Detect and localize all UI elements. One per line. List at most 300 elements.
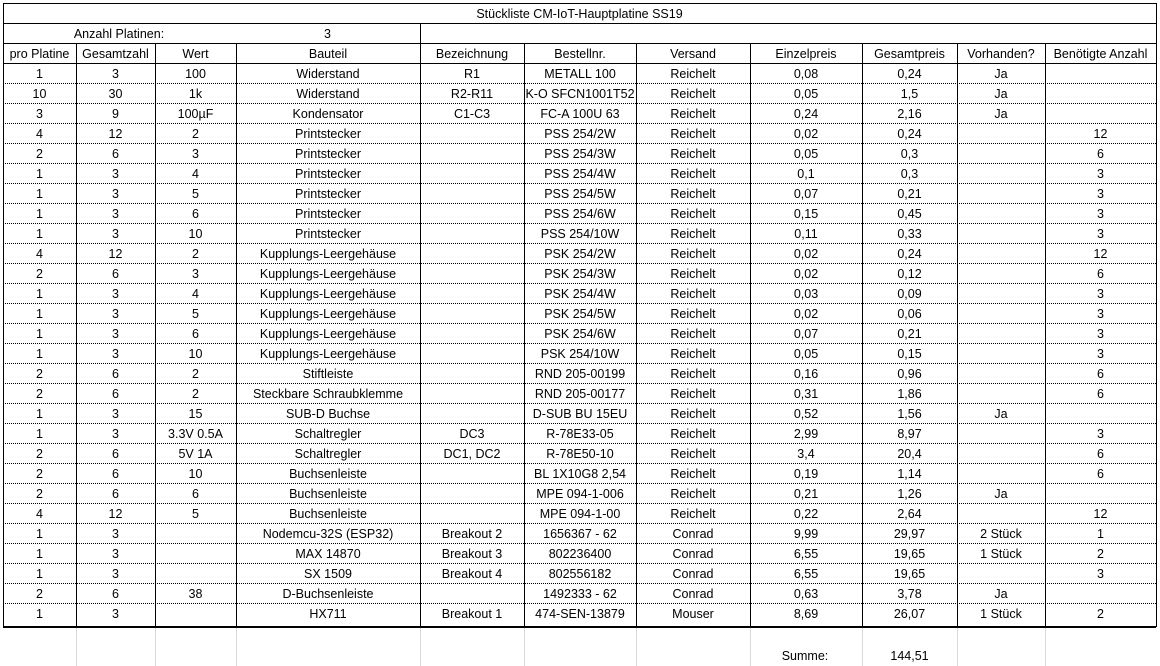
row-divider xyxy=(3,283,1156,284)
cell-bauteil: Printstecker xyxy=(295,187,361,201)
cell-wert: 2 xyxy=(192,387,199,401)
header-gesamtzahl: Gesamtzahl xyxy=(82,47,149,61)
cell-benoetigte-anzahl: 6 xyxy=(1097,147,1104,161)
cell-versand: Conrad xyxy=(672,527,714,541)
cell-gesamtzahl: 12 xyxy=(108,507,123,521)
cell-gesamtzahl: 3 xyxy=(112,67,119,81)
grid-line xyxy=(76,628,77,666)
cell-einzelpreis: 0,22 xyxy=(793,507,819,521)
cell-wert: 5 xyxy=(192,507,199,521)
cell-benoetigte-anzahl xyxy=(1045,584,1156,604)
cell-bauteil: Steckbare Schraubklemme xyxy=(252,387,404,401)
cell-gesamtpreis: 2,64 xyxy=(897,507,922,521)
cell-versand: Reichelt xyxy=(670,447,716,461)
cell-bauteil: Kondensator xyxy=(292,107,364,121)
cell-vorhanden xyxy=(957,364,1045,384)
cell-gesamtzahl: 6 xyxy=(112,147,119,161)
cell-wert: 2 xyxy=(192,367,199,381)
column-divider xyxy=(636,43,637,627)
cell-pro-platine: 1 xyxy=(36,547,43,561)
cell-gesamtzahl: 30 xyxy=(108,87,123,101)
column-divider xyxy=(420,23,421,43)
row-divider xyxy=(3,63,1156,64)
cell-versand: Reichelt xyxy=(670,507,716,521)
row-divider xyxy=(3,183,1156,184)
cell-gesamtzahl: 3 xyxy=(112,207,119,221)
cell-versand: Reichelt xyxy=(670,387,716,401)
cell-bauteil: Widerstand xyxy=(296,67,360,81)
cell-versand: Reichelt xyxy=(670,247,716,261)
cell-bezeichnung: Breakout 4 xyxy=(441,567,503,581)
cell-bestellnr: D-SUB BU 15EU xyxy=(532,407,628,421)
cell-wert: 4 xyxy=(192,167,199,181)
cell-wert: 3.3V 0.5A xyxy=(168,427,223,441)
cell-einzelpreis: 0,24 xyxy=(793,107,819,121)
cell-benoetigte-anzahl: 3 xyxy=(1097,567,1104,581)
header-bezeichnung: Bezeichnung xyxy=(435,47,509,61)
cell-vorhanden: Ja xyxy=(994,587,1008,601)
cell-pro-platine: 4 xyxy=(36,507,43,521)
cell-pro-platine: 2 xyxy=(36,447,43,461)
cell-vorhanden: Ja xyxy=(994,407,1008,421)
cell-benoetigte-anzahl: 3 xyxy=(1097,187,1104,201)
cell-gesamtpreis: 19,65 xyxy=(893,567,926,581)
cell-einzelpreis: 6,55 xyxy=(793,567,819,581)
cell-wert: 10 xyxy=(188,347,203,361)
header-wert: Wert xyxy=(182,47,209,61)
cell-gesamtpreis: 0,3 xyxy=(900,147,919,161)
cell-versand: Reichelt xyxy=(670,267,716,281)
cell-bestellnr: RND 205-00199 xyxy=(534,367,626,381)
cell-gesamtzahl: 3 xyxy=(112,427,119,441)
cell-bezeichnung xyxy=(420,404,524,424)
cell-vorhanden xyxy=(957,264,1045,284)
cell-bezeichnung xyxy=(420,284,524,304)
row-divider xyxy=(3,603,1156,604)
cell-einzelpreis: 0,02 xyxy=(793,127,819,141)
cell-bauteil: Kupplungs-Leergehäuse xyxy=(259,267,397,281)
cell-benoetigte-anzahl: 1 xyxy=(1097,527,1104,541)
row-divider xyxy=(3,343,1156,344)
row-divider xyxy=(3,483,1156,484)
cell-vorhanden xyxy=(957,424,1045,444)
cell-wert: 15 xyxy=(188,407,203,421)
cell-versand: Mouser xyxy=(672,607,714,621)
cell-versand: Reichelt xyxy=(670,227,716,241)
cell-vorhanden xyxy=(957,204,1045,224)
cell-pro-platine: 1 xyxy=(36,67,43,81)
cell-pro-platine: 2 xyxy=(36,367,43,381)
header-pro-platine: pro Platine xyxy=(9,47,70,61)
cell-einzelpreis: 0,08 xyxy=(793,67,819,81)
cell-gesamtpreis: 3,78 xyxy=(897,587,922,601)
cell-gesamtzahl: 6 xyxy=(112,367,119,381)
cell-einzelpreis: 0,52 xyxy=(793,407,819,421)
cell-einzelpreis: 0,02 xyxy=(793,267,819,281)
cell-einzelpreis: 0,03 xyxy=(793,287,819,301)
cell-gesamtzahl: 6 xyxy=(112,467,119,481)
cell-bezeichnung xyxy=(420,464,524,484)
cell-gesamtpreis: 20,4 xyxy=(897,447,922,461)
column-divider xyxy=(155,43,156,627)
cell-bauteil: SUB-D Buchse xyxy=(285,407,371,421)
cell-bestellnr: FC-A 100U 63 xyxy=(540,107,620,121)
cell-vorhanden xyxy=(957,184,1045,204)
cell-bestellnr: 1656367 - 62 xyxy=(543,527,617,541)
cell-versand: Reichelt xyxy=(670,67,716,81)
cell-vorhanden xyxy=(957,244,1045,264)
cell-benoetigte-anzahl: 3 xyxy=(1097,167,1104,181)
board-count-label: Anzahl Platinen: xyxy=(73,27,165,41)
cell-bauteil: Widerstand xyxy=(296,87,360,101)
cell-bestellnr: PSS 254/4W xyxy=(544,167,616,181)
grid-line xyxy=(524,628,525,666)
cell-bestellnr: PSS 254/10W xyxy=(540,227,620,241)
cell-bestellnr: MPE 094-1-00 xyxy=(539,507,621,521)
cell-bauteil: Kupplungs-Leergehäuse xyxy=(259,307,397,321)
header-bestellnr: Bestellnr. xyxy=(554,47,606,61)
cell-einzelpreis: 0,05 xyxy=(793,347,819,361)
row-divider xyxy=(3,103,1156,104)
cell-bauteil: Schaltregler xyxy=(294,427,362,441)
cell-pro-platine: 1 xyxy=(36,347,43,361)
cell-wert: 100 xyxy=(185,67,206,81)
cell-gesamtzahl: 3 xyxy=(112,347,119,361)
cell-vorhanden: Ja xyxy=(994,107,1008,121)
cell-gesamtpreis: 0,24 xyxy=(897,67,922,81)
cell-pro-platine: 2 xyxy=(36,147,43,161)
cell-gesamtzahl: 6 xyxy=(112,447,119,461)
cell-einzelpreis: 2,99 xyxy=(793,427,819,441)
cell-wert: 5 xyxy=(192,187,199,201)
cell-versand: Reichelt xyxy=(670,127,716,141)
cell-bezeichnung xyxy=(420,324,524,344)
header-einzelpreis: Einzelpreis xyxy=(775,47,837,61)
cell-benoetigte-anzahl xyxy=(1045,64,1156,84)
cell-bezeichnung xyxy=(420,364,524,384)
cell-einzelpreis: 0,02 xyxy=(793,247,819,261)
cell-benoetigte-anzahl: 6 xyxy=(1097,387,1104,401)
cell-benoetigte-anzahl: 3 xyxy=(1097,207,1104,221)
cell-wert: 5 xyxy=(192,307,199,321)
cell-bezeichnung: R2-R11 xyxy=(450,87,494,101)
cell-pro-platine: 2 xyxy=(36,487,43,501)
column-divider xyxy=(524,43,525,627)
column-divider xyxy=(1156,3,1157,627)
row-divider xyxy=(3,543,1156,544)
cell-versand: Conrad xyxy=(672,567,714,581)
cell-versand: Reichelt xyxy=(670,327,716,341)
cell-wert xyxy=(155,524,236,544)
cell-gesamtzahl: 6 xyxy=(112,267,119,281)
cell-benoetigte-anzahl: 6 xyxy=(1097,467,1104,481)
cell-bestellnr: K-O SFCN1001T52 xyxy=(525,87,635,101)
cell-bestellnr: 1492333 - 62 xyxy=(543,587,617,601)
cell-gesamtzahl: 6 xyxy=(112,387,119,401)
cell-bestellnr: PSK 254/6W xyxy=(544,327,616,341)
grid-line xyxy=(750,628,751,666)
cell-bezeichnung xyxy=(420,144,524,164)
row-divider xyxy=(3,563,1156,564)
cell-gesamtpreis: 0,06 xyxy=(897,307,922,321)
column-divider xyxy=(862,43,863,627)
column-divider xyxy=(76,43,77,627)
cell-vorhanden xyxy=(957,284,1045,304)
cell-bezeichnung xyxy=(420,504,524,524)
cell-bestellnr: BL 1X10G8 2,54 xyxy=(534,467,626,481)
cell-vorhanden xyxy=(957,164,1045,184)
cell-gesamtzahl: 12 xyxy=(108,247,123,261)
cell-gesamtzahl: 3 xyxy=(112,607,119,621)
cell-versand: Reichelt xyxy=(670,187,716,201)
cell-einzelpreis: 0,15 xyxy=(793,207,819,221)
cell-vorhanden: 1 Stück xyxy=(980,607,1022,621)
sum-label: Summe: xyxy=(781,649,829,663)
cell-vorhanden: Ja xyxy=(994,87,1008,101)
cell-benoetigte-anzahl: 3 xyxy=(1097,287,1104,301)
grid-line xyxy=(957,628,958,666)
cell-bauteil: Buchsenleiste xyxy=(289,467,367,481)
cell-wert: 38 xyxy=(188,587,203,601)
cell-einzelpreis: 0,63 xyxy=(793,587,819,601)
cell-einzelpreis: 9,99 xyxy=(793,527,819,541)
cell-bezeichnung: R1 xyxy=(464,67,480,81)
cell-wert: 3 xyxy=(192,147,199,161)
cell-versand: Reichelt xyxy=(670,407,716,421)
cell-gesamtpreis: 0,21 xyxy=(897,327,922,341)
cell-bestellnr: MPE 094-1-006 xyxy=(536,487,624,501)
cell-bezeichnung xyxy=(420,124,524,144)
cell-wert: 10 xyxy=(188,227,203,241)
row-divider xyxy=(3,243,1156,244)
cell-gesamtpreis: 0,09 xyxy=(897,287,922,301)
column-divider xyxy=(3,3,4,627)
cell-pro-platine: 1 xyxy=(36,187,43,201)
cell-einzelpreis: 0,21 xyxy=(793,487,819,501)
row-divider xyxy=(3,363,1156,364)
cell-gesamtzahl: 9 xyxy=(112,107,119,121)
cell-gesamtzahl: 3 xyxy=(112,287,119,301)
cell-benoetigte-anzahl: 12 xyxy=(1093,507,1108,521)
cell-einzelpreis: 0,07 xyxy=(793,327,819,341)
cell-pro-platine: 2 xyxy=(36,467,43,481)
cell-bauteil: Kupplungs-Leergehäuse xyxy=(259,347,397,361)
cell-bestellnr: R-78E33-05 xyxy=(546,427,614,441)
cell-pro-platine: 2 xyxy=(36,387,43,401)
cell-wert: 1k xyxy=(188,87,203,101)
cell-bezeichnung xyxy=(420,244,524,264)
cell-gesamtpreis: 1,56 xyxy=(897,407,922,421)
cell-bestellnr: METALL 100 xyxy=(544,67,616,81)
header-benoetigte-anzahl: Benötigte Anzahl xyxy=(1053,47,1148,61)
cell-pro-platine: 1 xyxy=(36,167,43,181)
cell-vorhanden: Ja xyxy=(994,67,1008,81)
cell-wert: 5V 1A xyxy=(178,447,213,461)
cell-bezeichnung xyxy=(420,184,524,204)
cell-versand: Reichelt xyxy=(670,307,716,321)
cell-bestellnr: PSS 254/5W xyxy=(544,187,616,201)
cell-gesamtpreis: 0,33 xyxy=(897,227,922,241)
cell-benoetigte-anzahl: 6 xyxy=(1097,267,1104,281)
cell-bezeichnung xyxy=(420,584,524,604)
row-divider xyxy=(3,503,1156,504)
cell-bauteil: Kupplungs-Leergehäuse xyxy=(259,247,397,261)
cell-vorhanden xyxy=(957,144,1045,164)
cell-gesamtpreis: 26,07 xyxy=(893,607,926,621)
cell-versand: Reichelt xyxy=(670,167,716,181)
cell-pro-platine: 4 xyxy=(36,127,43,141)
grid-line xyxy=(636,628,637,666)
cell-gesamtzahl: 6 xyxy=(112,487,119,501)
cell-gesamtpreis: 0,21 xyxy=(897,187,922,201)
cell-gesamtpreis: 29,97 xyxy=(893,527,926,541)
grid-line xyxy=(420,628,421,666)
cell-versand: Reichelt xyxy=(670,147,716,161)
cell-bestellnr: PSK 254/10W xyxy=(540,347,620,361)
cell-benoetigte-anzahl: 6 xyxy=(1097,367,1104,381)
cell-bestellnr: 802556182 xyxy=(548,567,612,581)
cell-einzelpreis: 0,05 xyxy=(793,147,819,161)
cell-bezeichnung: DC3 xyxy=(459,427,485,441)
cell-einzelpreis: 0,07 xyxy=(793,187,819,201)
sum-value: 144,51 xyxy=(890,649,929,663)
row-divider xyxy=(3,143,1156,144)
cell-versand: Reichelt xyxy=(670,427,716,441)
cell-vorhanden xyxy=(957,444,1045,464)
cell-benoetigte-anzahl xyxy=(1045,484,1156,504)
cell-einzelpreis: 0,02 xyxy=(793,307,819,321)
cell-gesamtpreis: 0,15 xyxy=(897,347,922,361)
cell-bestellnr: R-78E50-10 xyxy=(546,447,614,461)
cell-bauteil: Kupplungs-Leergehäuse xyxy=(259,327,397,341)
cell-bezeichnung: Breakout 2 xyxy=(441,527,503,541)
cell-versand: Reichelt xyxy=(670,287,716,301)
row-divider xyxy=(3,583,1156,584)
cell-bezeichnung xyxy=(420,264,524,284)
cell-gesamtpreis: 0,24 xyxy=(897,127,922,141)
cell-pro-platine: 1 xyxy=(36,527,43,541)
grid-line xyxy=(236,628,237,666)
row-divider xyxy=(3,303,1156,304)
cell-pro-platine: 1 xyxy=(36,327,43,341)
row-divider xyxy=(3,3,1156,4)
cell-bestellnr: PSK 254/2W xyxy=(544,247,616,261)
grid-line xyxy=(1045,628,1046,666)
cell-bauteil: Printstecker xyxy=(295,127,361,141)
cell-wert: 100µF xyxy=(177,107,214,121)
row-divider xyxy=(3,463,1156,464)
row-divider xyxy=(3,263,1156,264)
cell-wert: 6 xyxy=(192,487,199,501)
row-divider xyxy=(3,383,1156,384)
cell-vorhanden xyxy=(957,344,1045,364)
cell-versand: Reichelt xyxy=(670,367,716,381)
cell-versand: Reichelt xyxy=(670,467,716,481)
cell-wert: 2 xyxy=(192,127,199,141)
cell-einzelpreis: 3,4 xyxy=(797,447,815,461)
row-divider xyxy=(3,83,1156,84)
cell-bezeichnung xyxy=(420,304,524,324)
cell-pro-platine: 1 xyxy=(36,287,43,301)
cell-versand: Conrad xyxy=(672,547,714,561)
cell-bauteil: Stiftleiste xyxy=(302,367,354,381)
cell-pro-platine: 1 xyxy=(36,207,43,221)
row-divider xyxy=(3,443,1156,444)
cell-vorhanden xyxy=(957,564,1045,584)
cell-vorhanden: 2 Stück xyxy=(980,527,1022,541)
cell-wert: 10 xyxy=(188,467,203,481)
cell-benoetigte-anzahl: 2 xyxy=(1097,607,1104,621)
cell-vorhanden: Ja xyxy=(994,487,1008,501)
row-divider xyxy=(3,423,1156,424)
column-divider xyxy=(236,43,237,627)
cell-bauteil: Printstecker xyxy=(295,227,361,241)
cell-vorhanden xyxy=(957,224,1045,244)
cell-gesamtzahl: 3 xyxy=(112,327,119,341)
cell-wert: 6 xyxy=(192,207,199,221)
cell-vorhanden: 1 Stück xyxy=(980,547,1022,561)
row-divider xyxy=(3,523,1156,524)
cell-pro-platine: 2 xyxy=(36,267,43,281)
cell-einzelpreis: 0,1 xyxy=(797,167,815,181)
cell-vorhanden xyxy=(957,324,1045,344)
cell-pro-platine: 1 xyxy=(36,427,43,441)
cell-gesamtpreis: 1,26 xyxy=(897,487,922,501)
cell-gesamtzahl: 3 xyxy=(112,227,119,241)
column-divider xyxy=(750,43,751,627)
cell-wert xyxy=(155,604,236,624)
cell-bauteil: HX711 xyxy=(309,607,347,621)
cell-gesamtpreis: 2,16 xyxy=(897,107,922,121)
cell-bestellnr: 802236400 xyxy=(548,547,612,561)
cell-bestellnr: PSK 254/4W xyxy=(544,287,616,301)
cell-einzelpreis: 0,16 xyxy=(793,367,819,381)
cell-bauteil: Buchsenleiste xyxy=(289,487,367,501)
cell-gesamtpreis: 0,96 xyxy=(897,367,922,381)
cell-benoetigte-anzahl: 3 xyxy=(1097,307,1104,321)
cell-gesamtpreis: 0,24 xyxy=(897,247,922,261)
cell-bauteil: Buchsenleiste xyxy=(289,507,367,521)
cell-bestellnr: PSS 254/6W xyxy=(544,207,616,221)
cell-bezeichnung xyxy=(420,224,524,244)
cell-bestellnr: PSK 254/3W xyxy=(544,267,616,281)
cell-bezeichnung: C1-C3 xyxy=(453,107,491,121)
cell-gesamtzahl: 3 xyxy=(112,527,119,541)
cell-wert xyxy=(155,564,236,584)
cell-gesamtzahl: 3 xyxy=(112,307,119,321)
board-count-value: 3 xyxy=(324,27,331,41)
cell-benoetigte-anzahl: 3 xyxy=(1097,347,1104,361)
row-divider xyxy=(3,403,1156,404)
cell-bestellnr: PSK 254/5W xyxy=(544,307,616,321)
row-divider xyxy=(3,163,1156,164)
cell-benoetigte-anzahl: 3 xyxy=(1097,427,1104,441)
cell-bestellnr: PSS 254/2W xyxy=(544,127,616,141)
cell-versand: Reichelt xyxy=(670,87,716,101)
cell-bezeichnung xyxy=(420,164,524,184)
cell-einzelpreis: 0,19 xyxy=(793,467,819,481)
cell-bezeichnung xyxy=(420,384,524,404)
cell-gesamtpreis: 0,12 xyxy=(897,267,922,281)
header-versand: Versand xyxy=(670,47,716,61)
cell-benoetigte-anzahl: 6 xyxy=(1097,447,1104,461)
column-divider xyxy=(1045,43,1046,627)
row-divider xyxy=(3,223,1156,224)
cell-gesamtpreis: 0,45 xyxy=(897,207,922,221)
cell-gesamtpreis: 19,65 xyxy=(893,547,926,561)
cell-bestellnr: RND 205-00177 xyxy=(534,387,626,401)
cell-pro-platine: 1 xyxy=(36,407,43,421)
